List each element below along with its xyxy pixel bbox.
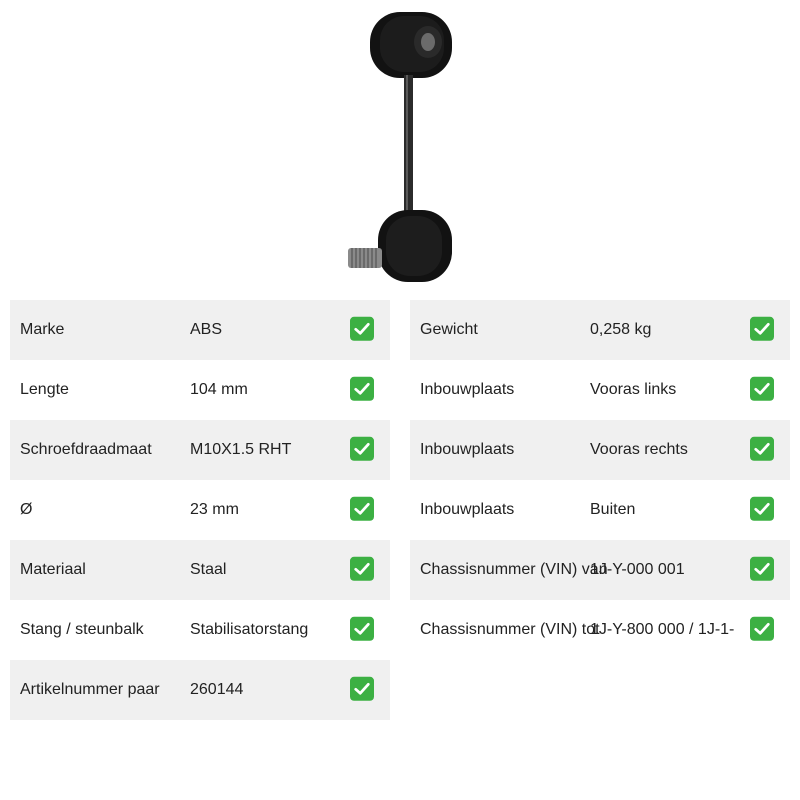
check-icon [350, 557, 374, 581]
check-icon [750, 437, 774, 461]
spec-value: 1J-Y-000 001 [590, 561, 685, 578]
check-icon [350, 437, 374, 461]
spec-row [410, 420, 790, 480]
check-icon [750, 377, 774, 401]
spec-table-right [410, 300, 790, 660]
spec-value: Vooras links [590, 381, 677, 398]
check-icon [750, 557, 774, 581]
check-icon [750, 317, 774, 341]
spec-label: Chassisnummer (VIN) van [420, 561, 608, 578]
spec-value: M10X1.5 RHT [190, 441, 292, 458]
spec-row [10, 300, 390, 360]
spec-value: 1J-Y-800 000 / 1J-1- [590, 621, 735, 638]
spec-value: Vooras rechts [590, 441, 688, 458]
spec-value: 23 mm [190, 501, 239, 518]
spec-table-left [10, 300, 390, 720]
check-icon [350, 377, 374, 401]
spec-label: Inbouwplaats [420, 381, 515, 398]
spec-label: Inbouwplaats [420, 501, 515, 518]
spec-value: Buiten [590, 501, 636, 518]
check-icon [750, 497, 774, 521]
spec-value: Staal [190, 561, 227, 578]
spec-value: 260144 [190, 681, 244, 698]
spec-label: Lengte [20, 381, 69, 398]
spec-label: Artikelnummer paar [20, 681, 160, 698]
spec-label: Schroefdraadmaat [20, 441, 152, 458]
check-icon [350, 317, 374, 341]
spec-row [10, 600, 390, 660]
spec-row [410, 600, 790, 660]
spec-row [10, 420, 390, 480]
spec-row [10, 540, 390, 600]
check-icon [350, 497, 374, 521]
check-icon [350, 617, 374, 641]
spec-label: Materiaal [20, 561, 86, 578]
spec-row [410, 480, 790, 540]
spec-value: ABS [190, 321, 223, 338]
spec-value: 0,258 kg [590, 321, 652, 338]
spec-row [10, 480, 390, 540]
spec-label: Gewicht [420, 321, 478, 338]
spec-label: Chassisnummer (VIN) tot [420, 621, 600, 638]
spec-value: Stabilisatorstang [190, 621, 309, 638]
spec-label: Stang / steunbalk [20, 621, 144, 638]
spec-label: Inbouwplaats [420, 441, 515, 458]
spec-row [410, 300, 790, 360]
check-icon [350, 677, 374, 701]
spec-value: 104 mm [190, 381, 248, 398]
spec-row [410, 540, 790, 600]
spec-row [10, 660, 390, 720]
spec-label: Marke [20, 321, 65, 338]
product-image [330, 0, 470, 290]
spec-label: Ø [20, 501, 33, 518]
spec-row [10, 360, 390, 420]
check-icon [750, 617, 774, 641]
spec-row [410, 360, 790, 420]
